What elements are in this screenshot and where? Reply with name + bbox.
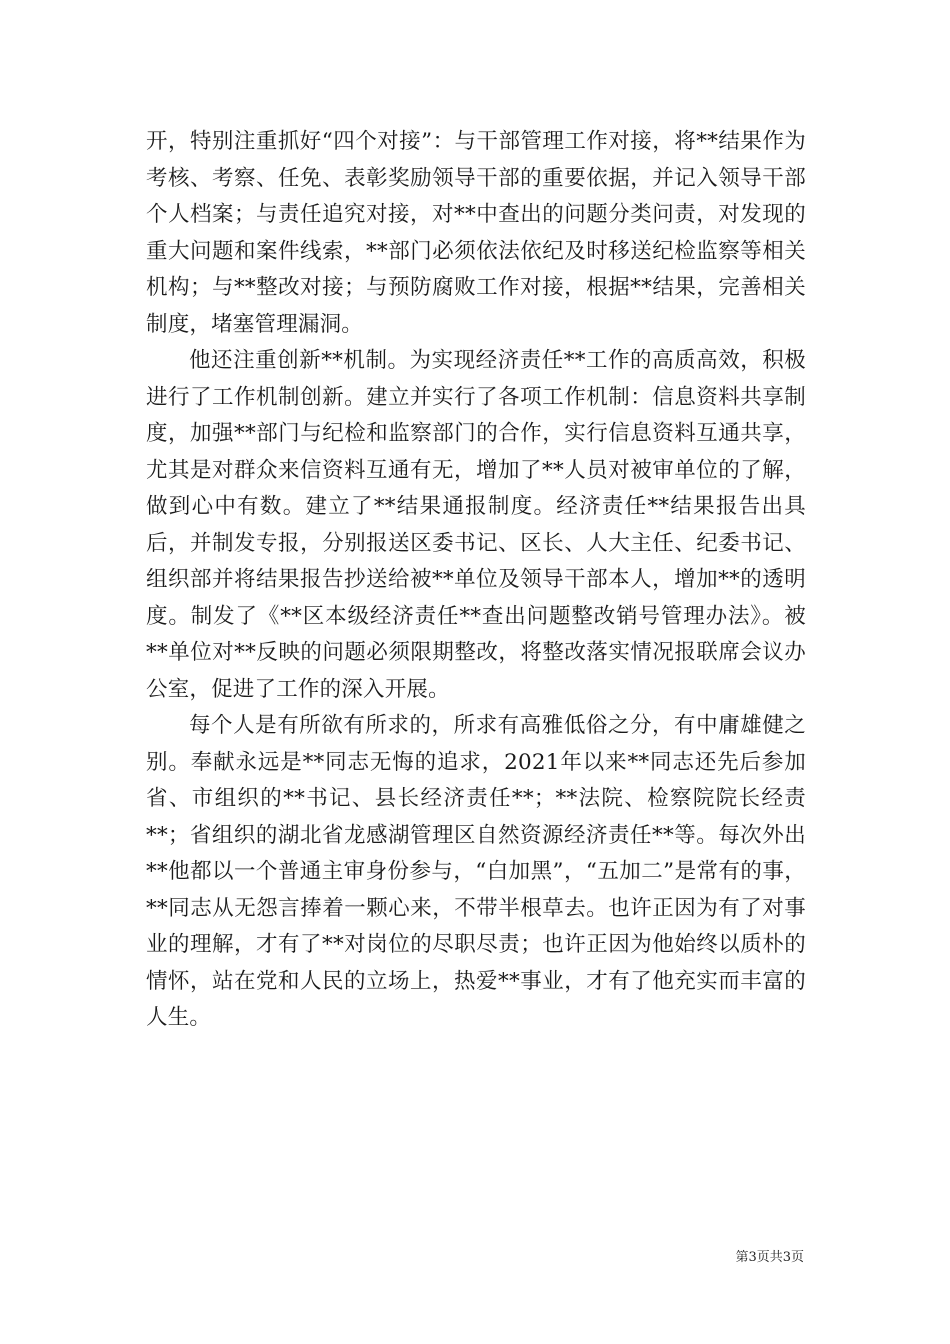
page-number-footer: 第3页共3页: [735, 1250, 804, 1265]
paragraph-mechanism-innovation: 他还注重创新**机制。为实现经济责任**工作的高质高效，积极进行了工作机制创新。建立并实行了各项工作机制：信息资料共享制度，加强**部门与纪检和监察部门的合作，实行信息资料互通共享，尤其是对群众来信资料互通有无，增加了**人员对被审单位的了解，做到心中有数。建立了**结果通报制度。经济责任**结果报告出具后，并制发专报，分别报送区委书记、区长、人大主任、纪委书记、组织部并将结果报告抄送给被**单位及领导干部本人，增加**的透明度。制发了《**区本级经济责任**查出问题整改销号管理办法》。被**单位对**反映的问题必须限期整改，将整改落实情况报联席会议办公室，促进了工作的深入开展。: [146, 348, 806, 702]
paragraph-continuation: 开，特别注重抓好“四个对接”：与干部管理工作对接，将**结果作为考核、考察、任免、表彰奖励领导干部的重要依据，并记入领导干部个人档案；与责任追究对接，对**中查出的问题分类问责，对发现的重大问题和案件线索，**部门必须依法依纪及时移送纪检监察等相关机构；与**整改对接；与预防腐败工作对接，根据**结果，完善相关制度，堵塞管理漏洞。: [146, 129, 806, 337]
paragraph-dedication: 每个人是有所欲有所求的，所求有高雅低俗之分，有中庸雄健之别。奉献永远是**同志无悔的追求，2021年以来**同志还先后参加省、市组织的**书记、县长经济责任**；**法院、检察院院长经责**；省组织的湖北省龙感湖管理区自然资源经济责任**等。每次外出**他都以一个普通主审身份参与，“白加黑”，“五加二”是常有的事，**同志从无怨言捧着一颗心来，不带半根草去。也许正因为有了对事业的理解，才有了**对岗位的尽职尽责；也许正因为他始终以质朴的情怀，站在党和人民的立场上，热爱**事业，才有了他充实而丰富的人生。: [146, 713, 806, 1030]
document-body: [146, 124, 806, 1037]
